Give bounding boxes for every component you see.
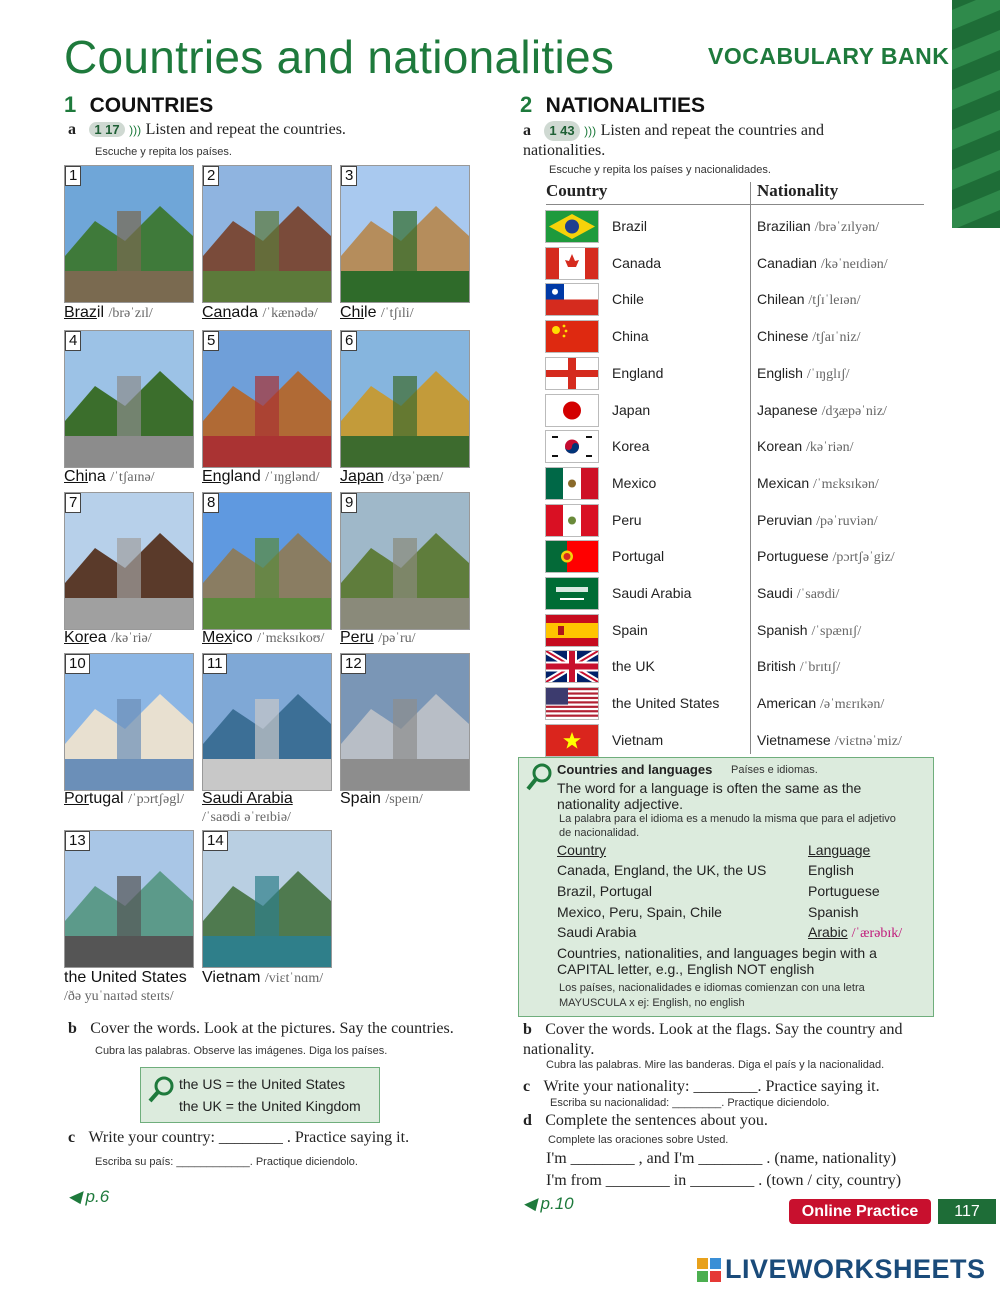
flag-icon xyxy=(545,614,599,647)
nationality-word: Mexican xyxy=(757,474,810,491)
caption-country-rest: il xyxy=(96,304,105,321)
row-country: Chile xyxy=(612,291,644,308)
s2a-spanish: Escuche y repita los países y nacionalidades. xyxy=(549,164,771,176)
nationality-ipa: /kəˈriən/ xyxy=(806,440,854,456)
country-caption xyxy=(340,468,443,486)
country-caption xyxy=(340,304,414,322)
nationality-ipa: /tʃaɪˈniz/ xyxy=(812,330,861,346)
language-word: Arabic xyxy=(808,924,848,940)
country-photo xyxy=(64,330,194,468)
caption-country-rest: tugal xyxy=(88,790,124,807)
lang-box-text-es: La palabra para el idioma es a menudo la misma que para el adjetivo de nacionalidad. xyxy=(559,813,896,839)
mexico-flag-icon xyxy=(546,468,598,499)
country-caption xyxy=(202,304,318,322)
england-flag-icon xyxy=(546,358,598,389)
lang-box-text: The word for a language is often the same as the nationality adjective. xyxy=(557,780,862,812)
nationality-row xyxy=(545,574,925,611)
row-nationality xyxy=(757,365,850,383)
flag-icon xyxy=(545,283,599,316)
country-caption xyxy=(64,468,155,486)
row-country: China xyxy=(612,328,649,345)
lang-row-language xyxy=(808,862,854,878)
country-caption xyxy=(64,790,184,808)
s2d-spanish: Complete las oraciones sobre Usted. xyxy=(548,1134,729,1146)
caption-ipa: /ˈkænədə/ xyxy=(262,306,318,321)
country-caption xyxy=(64,969,187,1005)
landmark-photo-icon xyxy=(203,331,331,467)
s2c-spanish[interactable]: Escriba su nacionalidad: ________. Practique diciendolo. xyxy=(550,1097,830,1109)
s2c-line xyxy=(523,1078,880,1096)
nationality-row xyxy=(545,684,925,721)
nationality-ipa: /ˈsaʊdi/ xyxy=(796,587,840,602)
caption-ipa: /pəˈru/ xyxy=(378,631,416,646)
landmark-photo-icon xyxy=(341,493,469,629)
row-country: the United States xyxy=(612,695,720,712)
language-word: English xyxy=(808,862,854,878)
row-country: Spain xyxy=(612,621,648,638)
caption-country-ul: Braz xyxy=(64,304,97,321)
row-country: England xyxy=(612,364,664,381)
flag-icon xyxy=(545,724,599,757)
nationality-ipa: /brəˈzɪlyən/ xyxy=(814,220,880,235)
s2b-letter: b xyxy=(523,1021,532,1038)
nationality-row xyxy=(545,244,925,281)
caption-country-ul: Kor xyxy=(64,629,89,646)
lang-box-title: Countries and languages xyxy=(557,762,713,777)
country-photo xyxy=(64,830,194,968)
photo-number: 4 xyxy=(65,331,81,351)
lang-row-language xyxy=(808,883,880,899)
landmark-photo-icon xyxy=(65,166,193,302)
flag-icon xyxy=(545,504,599,537)
country-caption xyxy=(340,629,416,647)
section1-title: COUNTRIES xyxy=(89,94,214,117)
row-nationality xyxy=(757,548,895,566)
country-caption xyxy=(64,629,152,647)
caption-country-ul: Por xyxy=(64,790,89,807)
s2c-instruction[interactable]: Write your nationality: ________. Practice saying it. xyxy=(543,1078,880,1095)
nationality-ipa: /pəˈruviən/ xyxy=(816,513,878,529)
landmark-photo-icon xyxy=(203,654,331,790)
japan-flag-icon xyxy=(546,395,598,426)
magnifier-icon xyxy=(525,762,553,792)
nationality-ipa: /ˈɪŋglɪʃ/ xyxy=(806,366,850,382)
caption-ipa: /speɪn/ xyxy=(385,792,423,807)
photo-number: 8 xyxy=(203,493,219,513)
country-photo xyxy=(64,492,194,630)
flag-icon xyxy=(545,650,599,683)
lang-row-country: Saudi Arabia xyxy=(557,924,637,940)
nationality-word: Saudi xyxy=(757,585,793,601)
landmark-photo-icon xyxy=(341,331,469,467)
caption-country-rest: le xyxy=(364,304,377,321)
brazil-flag-icon xyxy=(546,211,598,242)
nationality-row xyxy=(545,427,925,464)
canada-flag-icon xyxy=(546,248,598,279)
nationality-word: Canadian xyxy=(757,254,817,271)
col-nationality-header: Nationality xyxy=(757,181,839,200)
flag-icon xyxy=(545,357,599,390)
section1-heading xyxy=(64,92,213,118)
s2d-line xyxy=(523,1112,768,1130)
s1c-spanish[interactable]: Escriba su país: ____________. Practique diciendolo. xyxy=(95,1156,358,1168)
s2a-letter: a xyxy=(523,122,531,139)
nationality-row xyxy=(545,611,925,648)
country-photo xyxy=(340,492,470,630)
caption-country-ul: Mex xyxy=(202,629,233,646)
caption-country-ul: Peru xyxy=(340,629,374,646)
caption-ipa: /ˈtʃaɪnə/ xyxy=(110,470,155,485)
vietnam-flag-icon xyxy=(546,725,598,756)
row-nationality xyxy=(757,512,878,530)
nationality-word: American xyxy=(757,695,817,712)
caption-ipa: /ˈmɛksɪkoʊ/ xyxy=(257,631,325,646)
lang-row-country: Brazil, Portugal xyxy=(557,883,652,899)
magnifier-icon xyxy=(147,1074,177,1104)
row-nationality xyxy=(757,438,853,456)
caption-country-ul: Chi xyxy=(64,468,89,485)
s2d-sentence2[interactable]: I'm from ________ in ________ . (town / city, country) xyxy=(546,1172,902,1189)
corner-decoration xyxy=(952,0,1000,228)
caption-country-rest: Vietnam xyxy=(202,969,261,986)
vocabulary-bank-label: VOCABULARY BANK xyxy=(708,43,950,69)
online-practice-button[interactable]: Online Practice xyxy=(789,1199,931,1224)
abbreviation-note xyxy=(140,1067,380,1123)
caption-country: the United States xyxy=(64,969,187,986)
languages-note-box xyxy=(518,757,934,1017)
language-ipa: /ˈærəbɪk/ xyxy=(851,926,903,941)
caption-country-rest: Spain xyxy=(340,790,381,807)
section2-title: NATIONALITIES xyxy=(545,94,706,117)
row-nationality xyxy=(757,732,902,750)
row-country: Korea xyxy=(612,438,650,455)
nationality-word: Korean xyxy=(757,438,803,455)
country-photo xyxy=(202,653,332,791)
s2d-letter: d xyxy=(523,1112,532,1129)
s1b-instruction: Cover the words. Look at the pictures. Say the countries. xyxy=(90,1020,454,1037)
s2a-instruction: Listen and repeat the countries and nationalities. xyxy=(523,122,825,159)
landmark-photo-icon xyxy=(203,166,331,302)
row-country: Brazil xyxy=(612,218,648,234)
nationality-row xyxy=(545,647,925,684)
flag-icon xyxy=(545,687,599,720)
liveworksheets-logo-icon xyxy=(697,1258,721,1287)
section1-number: 1 xyxy=(64,92,77,117)
row-nationality xyxy=(757,585,839,603)
flag-icon xyxy=(545,430,599,463)
s2b-spanish: Cubra las palabras. Mire las banderas. Diga el país y la nacionalidad. xyxy=(546,1059,885,1071)
nationality-ipa: /ˈmɛksɪkən/ xyxy=(813,476,879,492)
country-photo xyxy=(64,653,194,791)
country-caption xyxy=(202,468,320,486)
caption-ipa: /ˈɪŋglənd/ xyxy=(265,470,320,485)
caption-country-ul: Can xyxy=(202,304,232,321)
photo-number: 7 xyxy=(65,493,81,513)
lang-box-note: Countries, nationalities, and languages begin with a CAPITAL letter, e.g., English NOT english xyxy=(557,945,877,977)
nationality-word: Brazilian xyxy=(757,218,811,234)
photo-number: 3 xyxy=(341,166,357,186)
arrow-left-icon: ◀ xyxy=(523,1194,537,1213)
photo-number: 2 xyxy=(203,166,219,186)
usa-flag-icon xyxy=(546,688,598,719)
nationality-row xyxy=(545,464,925,501)
row-nationality xyxy=(757,402,887,420)
photo-number: 13 xyxy=(65,831,90,851)
row-country: Saudi Arabia xyxy=(612,585,692,601)
photo-number: 9 xyxy=(341,493,357,513)
caption-ipa: /ˈtʃɪli/ xyxy=(380,306,414,321)
row-country: Portugal xyxy=(612,548,665,565)
nationality-ipa: /ˈspænɪʃ/ xyxy=(811,623,862,639)
peru-flag-icon xyxy=(546,505,598,536)
flag-icon xyxy=(545,540,599,573)
audio-icon[interactable]: ))) xyxy=(584,124,597,138)
row-country: Peru xyxy=(612,511,642,528)
nationality-row xyxy=(545,501,925,538)
photo-number: 14 xyxy=(203,831,228,851)
landmark-photo-icon xyxy=(65,493,193,629)
audio-icon[interactable]: ))) xyxy=(129,123,142,137)
nationality-ipa: /viɛtnəˈmiz/ xyxy=(834,733,902,749)
portugal-flag-icon xyxy=(546,541,598,572)
flag-icon xyxy=(545,467,599,500)
nationality-row xyxy=(545,537,925,574)
s1a-instruction: Listen and repeat the countries. xyxy=(145,121,346,138)
s2d-instruction: Complete the sentences about you. xyxy=(545,1112,768,1129)
country-photo xyxy=(340,330,470,468)
s2a-line xyxy=(523,121,863,161)
row-country: Vietnam xyxy=(612,731,664,748)
s2c-letter: c xyxy=(523,1078,531,1095)
s1a-letter: a xyxy=(68,121,76,138)
china-flag-icon xyxy=(546,321,598,352)
nationality-word: Chilean xyxy=(757,291,805,308)
photo-number: 11 xyxy=(203,654,227,674)
lang-box-title-es: Países e idiomas. xyxy=(731,764,818,776)
country-photo xyxy=(202,330,332,468)
s1c-instruction[interactable]: Write your country: ________ . Practice saying it. xyxy=(88,1129,410,1146)
nationality-ipa: /dʒæpəˈniz/ xyxy=(821,403,887,419)
landmark-photo-icon xyxy=(65,331,193,467)
nationality-word: British xyxy=(757,658,796,675)
nationality-word: English xyxy=(757,364,803,381)
photo-number: 6 xyxy=(341,331,357,351)
row-nationality xyxy=(757,695,884,713)
lang-col-country: Country xyxy=(557,842,607,858)
row-country: Canada xyxy=(612,254,662,271)
country-caption xyxy=(202,969,323,987)
caption-ipa: /brəˈzɪl/ xyxy=(108,306,153,321)
lang-row-country: Canada, England, the UK, the US xyxy=(557,862,767,878)
s1-page-ref[interactable] xyxy=(68,1187,109,1207)
saudi-flag-icon xyxy=(546,578,598,609)
lang-row-language xyxy=(808,904,859,920)
table-header-rule xyxy=(546,204,924,205)
flag-icon xyxy=(545,577,599,610)
nationality-row xyxy=(545,280,925,317)
photo-number: 10 xyxy=(65,654,90,674)
uk-flag-icon xyxy=(546,651,598,682)
landmark-photo-icon xyxy=(65,831,193,967)
section2-heading xyxy=(520,92,705,118)
row-nationality xyxy=(757,218,879,236)
s1c-letter: c xyxy=(68,1129,76,1146)
row-nationality xyxy=(757,475,879,493)
country-photo xyxy=(202,165,332,303)
s2d-sentence1[interactable]: I'm ________ , and I'm ________ . (name, nationality) xyxy=(546,1150,897,1167)
flag-icon xyxy=(545,320,599,353)
caption-ipa: /ˈsaʊdi əˈreɪbiə/ xyxy=(202,810,291,825)
country-photo xyxy=(340,165,470,303)
row-nationality xyxy=(757,291,860,309)
flag-icon xyxy=(545,394,599,427)
caption-ipa: /ˈpɔrtʃəgl/ xyxy=(128,792,185,807)
caption-ipa: /kəˈriə/ xyxy=(111,631,152,646)
s2-page-ref[interactable] xyxy=(523,1194,574,1214)
nationality-ipa: /tʃɪˈleɪən/ xyxy=(808,293,861,309)
s2-page-ref-text: p.10 xyxy=(540,1194,574,1213)
caption-country-rest: ada xyxy=(231,304,259,321)
language-word: Spanish xyxy=(808,904,859,920)
country-caption xyxy=(64,304,153,322)
landmark-photo-icon xyxy=(203,831,331,967)
cd-track-s1[interactable]: 1 17 xyxy=(89,122,124,137)
nationality-word: Peruvian xyxy=(757,511,813,528)
caption-ipa: /ðə yuˈnaɪtəd steɪts/ xyxy=(64,989,174,1004)
caption-country-rest: ea xyxy=(88,629,107,646)
country-photo xyxy=(202,830,332,968)
page-number: 117 xyxy=(938,1199,996,1224)
caption-country-rest: ico xyxy=(232,629,253,646)
korea-flag-icon xyxy=(546,431,598,462)
flag-icon xyxy=(545,210,599,243)
caption-ipa: /viɛtˈnɑm/ xyxy=(264,971,324,986)
row-country: the UK xyxy=(612,658,655,675)
nationality-row xyxy=(545,207,925,244)
nationality-ipa: /əˈmɛrɪkən/ xyxy=(820,697,885,713)
nationality-row xyxy=(545,391,925,428)
landmark-photo-icon xyxy=(341,166,469,302)
s1b-spanish: Cubra las palabras. Observe las imágenes. Diga los países. xyxy=(95,1045,388,1057)
s1b-letter: b xyxy=(68,1020,77,1037)
row-nationality xyxy=(757,328,860,346)
country-caption xyxy=(340,790,423,808)
nationality-ipa: /ˈbrɪtɪʃ/ xyxy=(799,660,841,676)
photo-number: 12 xyxy=(341,654,366,674)
cd-track-s2[interactable]: 1 43 xyxy=(544,121,579,141)
nationality-word: Chinese xyxy=(757,328,809,345)
country-photo xyxy=(340,653,470,791)
liveworksheets-brand: LIVEWORKSHEETS xyxy=(725,1254,986,1284)
country-caption xyxy=(202,629,324,647)
spain-flag-icon xyxy=(546,615,598,646)
chile-flag-icon xyxy=(546,284,598,315)
row-nationality xyxy=(757,658,840,676)
nationality-word: Portuguese xyxy=(757,548,829,565)
country-photo xyxy=(64,165,194,303)
caption-country-rest: na xyxy=(88,468,106,485)
s1-page-ref-text: p.6 xyxy=(85,1187,110,1206)
nationality-row xyxy=(545,354,925,391)
caption-ipa: /dʒəˈpæn/ xyxy=(388,470,444,485)
lang-box-note-es: Los países, nacionalidades e idiomas comienzan con una letra MAYUSCULA x ej: English, no english xyxy=(559,982,865,1009)
s1a-spanish: Escuche y repita los países. xyxy=(95,146,232,158)
note-line2: the UK = the United Kingdom xyxy=(179,1098,361,1114)
row-nationality xyxy=(757,622,861,640)
row-country: Japan xyxy=(612,401,651,418)
col-country-header: Country xyxy=(546,181,608,200)
country-photo xyxy=(202,492,332,630)
s2b-line xyxy=(523,1020,923,1060)
page-title: Countries and nationalities xyxy=(64,31,615,83)
language-word: Portuguese xyxy=(808,883,880,899)
s1a-line xyxy=(68,121,346,139)
country-caption xyxy=(202,790,293,826)
lang-row-country: Mexico, Peru, Spain, Chile xyxy=(557,904,722,920)
section2-number: 2 xyxy=(520,92,533,117)
arrow-left-icon: ◀ xyxy=(68,1187,82,1206)
caption-country-ul: Eng xyxy=(202,468,231,485)
nationality-row xyxy=(545,721,925,758)
nationality-row xyxy=(545,317,925,354)
caption-country: Saudi Arabia xyxy=(202,790,293,807)
nationality-word: Spanish xyxy=(757,621,808,638)
photo-number: 5 xyxy=(203,331,219,351)
note-line1: the US = the United States xyxy=(179,1076,346,1092)
landmark-photo-icon xyxy=(65,654,193,790)
row-nationality xyxy=(757,255,888,273)
row-country: Mexico xyxy=(612,474,657,491)
nationality-word: Vietnamese xyxy=(757,731,831,748)
lang-col-language: Language xyxy=(808,842,871,858)
caption-country-ul: Chi xyxy=(340,304,365,321)
caption-country-rest: land xyxy=(230,468,261,485)
s1c-line xyxy=(68,1129,409,1147)
flag-icon xyxy=(545,247,599,280)
s2b-instruction: Cover the words. Look at the flags. Say the country and nationality. xyxy=(523,1021,903,1058)
lang-row-language xyxy=(808,924,902,942)
nationality-ipa: /pɔrtʃəˈgiz/ xyxy=(832,550,895,566)
caption-country-ul: Japan xyxy=(340,468,384,485)
s1b-line xyxy=(68,1020,454,1038)
landmark-photo-icon xyxy=(341,654,469,790)
nationality-word: Japanese xyxy=(757,401,818,418)
photo-number: 1 xyxy=(65,166,81,186)
nationality-ipa: /kəˈneɪdiən/ xyxy=(820,256,888,272)
landmark-photo-icon xyxy=(203,493,331,629)
